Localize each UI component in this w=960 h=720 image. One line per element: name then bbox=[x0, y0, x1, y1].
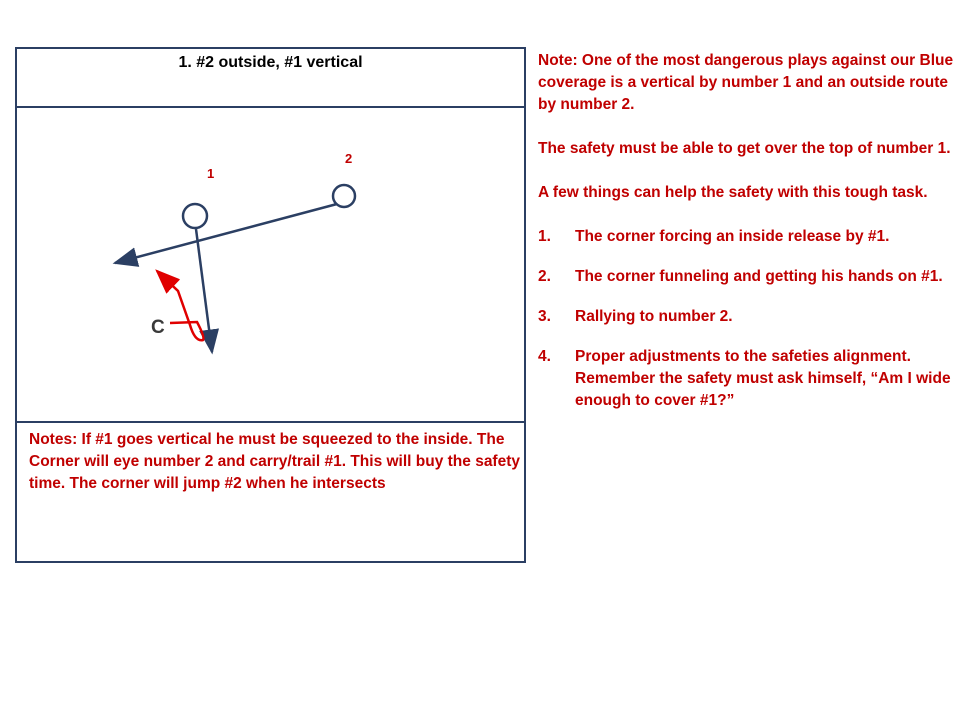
list-item-number: 1. bbox=[538, 228, 551, 245]
notes-text: Notes: If #1 goes vertical he must be squeezed to the inside. The Corner will eye number 2 and carry/trail #1. This will buy the safety time. The corner will jump #2 when he intersects bbox=[29, 431, 520, 492]
side-note bbox=[538, 50, 954, 430]
list-item-number: 4. bbox=[538, 348, 551, 365]
list-item bbox=[538, 226, 954, 248]
list-item-text: The corner forcing an inside release by #1. bbox=[575, 228, 890, 245]
side-note-paragraph: Note: One of the most dangerous plays against our Blue coverage is a vertical by number 1 and an outside route by number 2. bbox=[538, 52, 954, 113]
side-note-list bbox=[538, 226, 954, 412]
receiver-1-label: 1 bbox=[207, 166, 215, 181]
play-title: 1. #2 outside, #1 vertical bbox=[178, 54, 363, 71]
route-diagram bbox=[15, 47, 526, 377]
list-item bbox=[538, 306, 954, 328]
receiver-2-route bbox=[115, 204, 337, 263]
side-note-paragraph: The safety must be able to get over the top of number 1. bbox=[538, 140, 951, 157]
play-diagram-panel bbox=[15, 47, 526, 563]
list-item-text: Rallying to number 2. bbox=[575, 308, 733, 325]
receiver-1-marker bbox=[183, 204, 207, 228]
receiver-2-label: 2 bbox=[345, 151, 353, 166]
side-note-paragraph: A few things can help the safety with this tough task. bbox=[538, 184, 928, 201]
list-item-text: Proper adjustments to the safeties alignment. Remember the safety must ask himself, “Am I wide enough to cover #1?” bbox=[575, 348, 951, 409]
list-item bbox=[538, 346, 954, 412]
list-item-number: 2. bbox=[538, 268, 551, 285]
list-item-text: The corner funneling and getting his hands on #1. bbox=[575, 268, 943, 285]
corner-label: C bbox=[151, 317, 165, 338]
list-item-number: 3. bbox=[538, 308, 551, 325]
list-item bbox=[538, 266, 954, 288]
receiver-1-route bbox=[196, 229, 212, 352]
notes-box bbox=[15, 421, 526, 563]
receiver-2-marker bbox=[333, 185, 355, 207]
